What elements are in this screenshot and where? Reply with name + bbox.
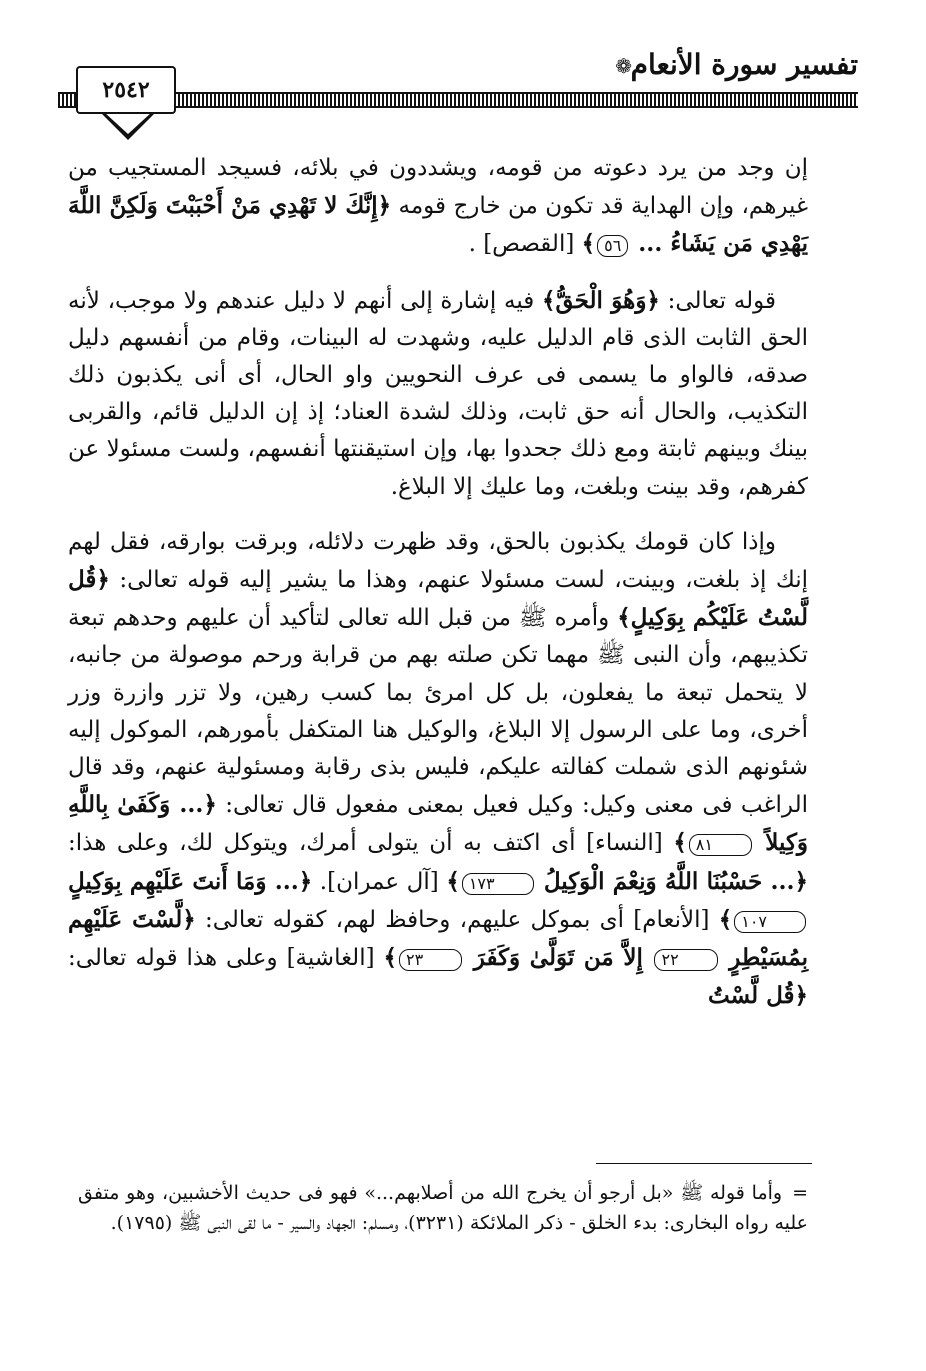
ayah-number: ٢٣ [399,949,462,971]
ayah-number: ٥٦ [597,235,628,257]
text-segment: فيه إشارة إلى أنهم لا دليل عندهم ولا موجب، لأنه الحق الثابت الذى قام الدليل عليه، وشهدت له البينات، وقام من أنفسهم دليل صدقه، فالواو ما يسمى فى عرف النحويين واو الحال، أى أنى يكذبون ذلك التكذيب، والحال أنه حق ثابت، وذلك لشدة العناد؛ إذ إن الدليل قائم، والقربى بينك وبينهم ثابتة ومع ذلك جحدوا بها، وإن استيقنتها أنفسهم، ولست مسئولا عن كفرهم، وقد بينت وبلغت، وما عليك إلا البلاغ. [68,287,808,500]
quran-verse: ﴿إِنَّكَ لا تَهْدِي مَنْ أَحْبَبْتَ وَلَكِنَّ اللَّهَ يَهْدِي مَن يَشَاءُ ... [68,192,808,258]
header-rule [58,92,858,108]
quran-bracket: ﴾ [581,230,596,258]
text-segment: قوله تعالى: [659,287,776,314]
paragraph-1 [68,150,808,264]
quran-bracket: ﴾ [718,905,733,933]
quran-bracket: ﴾ [446,867,460,895]
ayah-number: ٢٢ [654,949,717,971]
surah-citation: [القصص] . [468,231,582,258]
quran-verse: ﴿... وَكَفَىٰ بِاللَّهِ وَكِيلاً [68,791,808,857]
running-title: تفسير سورة الأنعام [630,48,858,81]
footnote-text: وأما قوله ﷺ «بل أرجو أن يخرج الله من أصلابهم...» فهو فى حديث الأخشبين، وهو متفق عليه رواه البخارى: بدء الخلق - ذكر الملائكة (٣٢٣١)، ومسلم: الجهاد والسير - ما لقى النبى ﷺ (١٧٩٥). [78,1182,808,1234]
footnote-marker: = [792,1182,808,1204]
quran-verse: ﴿قُل لَّسْتُ [707,982,808,1010]
text-segment: وإذا كان قومك يكذبون بالحق، وقد ظهرت دلائله، وبرقت بوارقه، فقل لهم إنك إذ بلغت، وبينت، لست مسئولا عنهم، وهذا ما يشير إليه قوله تعالى: [68,528,808,594]
footnote [78,1178,808,1238]
quran-verse: ﴿قُل لَّسْتُ عَلَيْكُم بِوَكِيلٍ﴾ [68,566,808,632]
paragraph-2 [68,282,808,506]
ayah-number: ٨١ [689,834,752,856]
text-segment: [الغاشية] وعلى هذا قوله تعالى: [68,945,384,972]
ornament-icon: ❁ [615,54,632,78]
quran-verse: إِلاَّ مَن تَوَلَّىٰ وَكَفَرَ [464,944,653,972]
quran-verse: ﴿... وَمَا أَنتَ عَلَيْهِم بِوَكِيلٍ [68,867,313,895]
quran-bracket: ﴾ [383,944,397,972]
footnote-separator [596,1163,812,1164]
text-segment: [آل عمران]. [312,868,447,895]
main-text [68,150,808,1033]
paragraph-3 [68,524,808,1016]
quran-bracket: ﴾ [673,829,687,857]
ayah-number: ١٠٧ [734,911,806,933]
quran-verse: ﴿وَهُوَ الْحَقُّ﴾ [541,286,660,314]
text-segment: وأمره ﷺ من قبل الله تعالى لتأكيد أن عليهم وحدهم تبعة تكذيبهم، وأن النبى ﷺ مهما تكن صلته بهم من قرابة ورحم موصولة من جانبه، لا يتحمل تبعة ما يفعلون، بل كل امرئ بما كسب رهين، ولا تزر وازرة وزر أخرى، وما على الرسول إلا البلاغ، والوكيل هنا المتكفل بأمورهم، الموكول إليه شئونهم الذى شملت كفالته عليكم، فليس بذى رقابة ومسئولية عنهم، وقد قال الراغب فى معنى وكيل: وكيل فعيل بمعنى مفعول قال تعالى: [68,605,808,819]
ayah-number: ١٧٣ [462,873,534,895]
quran-verse: ﴿لَّسْتَ عَلَيْهِم بِمُسَيْطِرٍ [68,905,808,972]
text-segment: [النساء] أى اكتف به أن يتولى أمرك، ويتوكل لك، وعلى هذا: [68,830,674,857]
text-segment: إن وجد من يرد دعوته من قومه، ويشددون في بلائه، فسيجد المستجيب من غيرهم، وإن الهداية قد تكون من خارج قومه [68,155,808,220]
page-number: ٢٥٤٢ [76,66,176,114]
text-segment: [الأنعام] أى بموكل عليهم، وحافظ لهم، كقوله تعالى: [195,906,719,933]
page-header [58,40,858,130]
quran-verse: ﴿... حَسْبُنَا اللَّهُ وَنِعْمَ الْوَكِيلُ [535,867,808,895]
